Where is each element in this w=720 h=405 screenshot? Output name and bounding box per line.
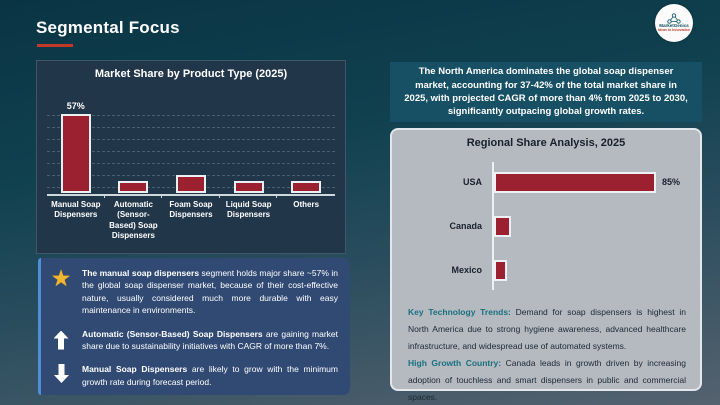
- region-label: Mexico: [451, 265, 482, 275]
- note-key-technology-trends: Key Technology Trends: Demand for soap dispensers is highest in North America due to strong hygiene awareness, advanced healthcare infrastructure, and widespread use of automated systems.: [408, 307, 686, 351]
- regional-bar-row: [406, 260, 690, 281]
- note-lead: Key Technology Trends:: [408, 307, 511, 317]
- regional-chart-rows: [406, 160, 690, 292]
- note-high-growth-country: High Growth Country: Canada leads in growth driven by increasing adoption of touchless and smart dispensers in public and commercial spaces.: [408, 358, 686, 402]
- arrow-down-icon: [54, 364, 69, 383]
- insight-lead: Manual Soap Dispensers: [82, 364, 188, 375]
- arrow-up-icon: [54, 331, 69, 350]
- regional-chart: [406, 160, 690, 292]
- regional-bar-row: [406, 172, 690, 193]
- bar-group: [162, 162, 220, 193]
- north-america-callout: The North America dominates the global soap dispenser market, accounting for 37-42% of the total market share in 2025, with projected CAGR of more than 4% from 2025 to 2030, significantly outpacing global growth rates.: [390, 62, 702, 122]
- insight-item-manual-share: [47, 267, 338, 316]
- title-underline: [37, 44, 73, 47]
- insight-lead: The manual soap dispensers: [82, 268, 200, 278]
- category-label: Others: [293, 200, 320, 209]
- product-chart-panel: [36, 60, 346, 254]
- logo-brand-text: MarketGenics: [659, 23, 689, 29]
- insight-text: The manual soap dispensers segment holds major share ~57% in the global soap dispenser market, because of their cost-effective nature, usually considered much more durable with easy maintenance in environments.: [82, 268, 338, 315]
- bar: [291, 181, 321, 193]
- category-label: Liquid Soap Dispensers: [220, 196, 278, 242]
- product-chart-category-labels: [47, 196, 335, 242]
- bar: [176, 175, 206, 193]
- category-label: Automatic (Sensor-Based) Soap Dispensers: [105, 196, 163, 242]
- insight-item-manual-minimum-growth: [47, 363, 338, 388]
- product-chart-title: Market Share by Product Type (2025): [94, 68, 288, 80]
- insight-text: Automatic (Sensor-Based) Soap Dispensers are gaining market share due to sustainability initiatives with CAGR of more than 7%.: [82, 328, 338, 351]
- region-label: USA: [462, 177, 482, 187]
- bar-group: [47, 101, 105, 193]
- marketgenics-logo: [655, 4, 693, 42]
- bar-value-label: 85%: [662, 177, 681, 187]
- product-chart-bars: [47, 101, 335, 193]
- bar: [61, 114, 91, 193]
- insight-text: Manual Soap Dispensers are likely to grow with the minimum growth rate during forecast period.: [82, 364, 338, 387]
- insights-panel: [38, 258, 350, 395]
- regional-bar-row: [406, 216, 690, 237]
- star-icon: ★: [50, 265, 72, 291]
- bar: [494, 260, 507, 281]
- regional-panel: [390, 128, 702, 402]
- bar-group: [105, 168, 163, 193]
- bar-group: [277, 168, 335, 193]
- note-lead: High Growth Country:: [408, 358, 502, 368]
- bar: [494, 172, 656, 193]
- regional-chart-title: Regional Share Analysis, 2025: [466, 137, 626, 149]
- logo-tagline-text: Ideas to Innovation: [658, 28, 690, 33]
- page-title: Segmental Focus: [36, 18, 180, 37]
- category-label: Foam Soap Dispensers: [162, 196, 220, 242]
- category-label: Manual Soap Dispensers: [47, 196, 105, 242]
- product-chart-plot: [47, 101, 335, 193]
- region-label: Canada: [449, 221, 482, 231]
- bar: [118, 181, 148, 193]
- insight-item-automatic-growth: [47, 328, 338, 353]
- regional-notes: [408, 304, 686, 405]
- insight-lead: Automatic (Sensor-Based) Soap Dispensers: [82, 328, 263, 339]
- bar-value-label: 57%: [66, 101, 85, 111]
- bar-group: [220, 168, 278, 193]
- bar: [494, 216, 511, 237]
- bar: [234, 181, 264, 193]
